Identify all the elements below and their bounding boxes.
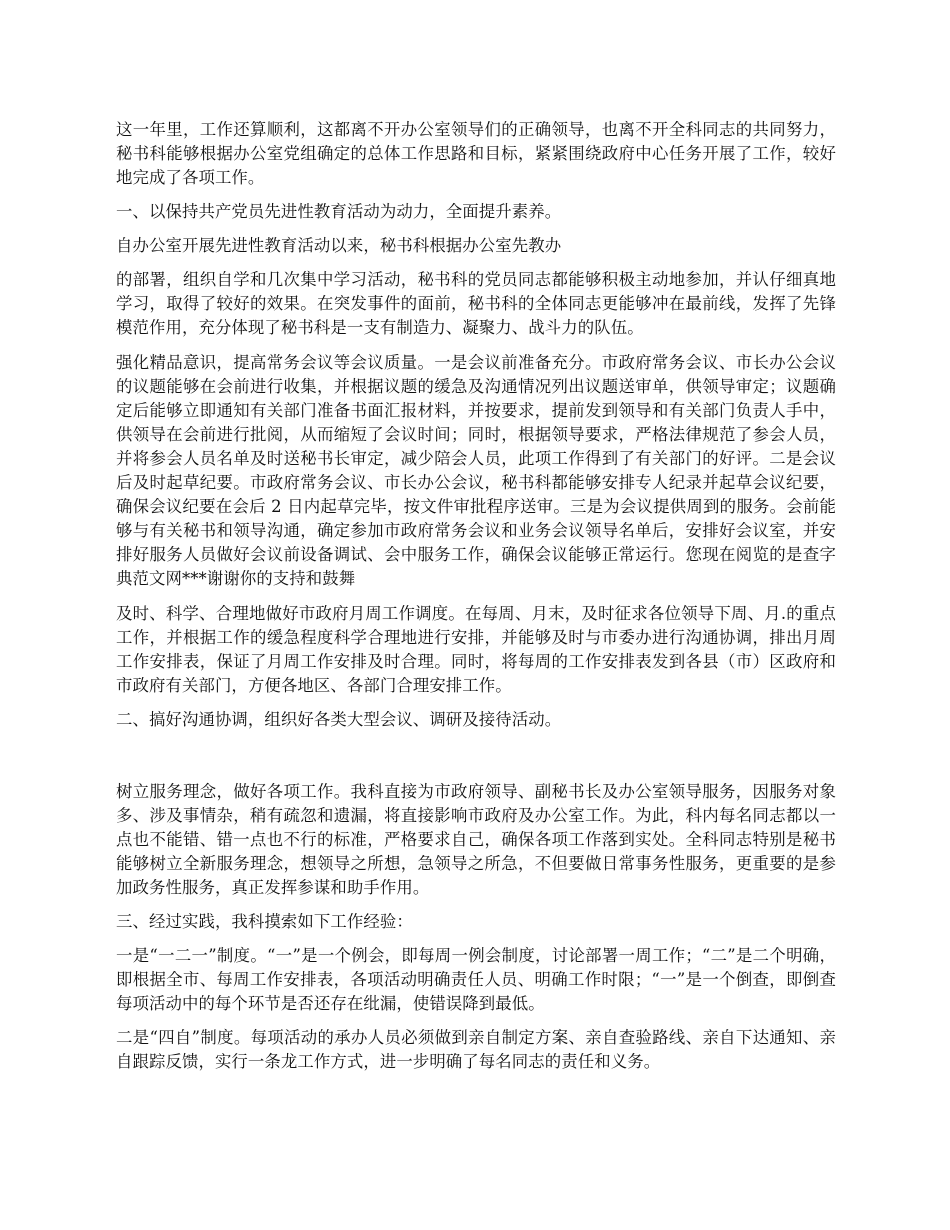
paragraph-meeting-quality: 强化精品意识，提高常务会议等会议质量。一是会议前准备充分。市政府常务会议、市长办公会议的议题能够在会前进行收集，并根据议题的缓急及沟通情况列出议题送审单，供领导审定；议题确定后能够立即通知有关部门准备书面汇报材料，并按要求，提前发到领导和有关部门负责人手中，供领导在会前进行批阅，从而缩短了会议时间；同时，根据领导要求，严格法律规范了参会人员，并将参会人员名单及时送秘书长审定，减少陪会人员，此项工作得到了有关部门的好评。二是会议后及时起草纪要。市政府常务会议、市长办公会议，秘书科都能够安排专人纪录并起草会议纪要，确保会议纪要在会后 2 日内起草完毕，按文件审批程序送审。三是为会议提供周到的服务。会前能够与有关秘书和领导沟通，确定参加市政府常务会议和业务会议领导名单后，安排好会议室，并安排好服务人员做好会议前设备调试、会中服务工作，确保会议能够正常运行。您现在阅览的是查字典范文网***谢谢你的支持和鼓舞	[116, 353, 836, 588]
paragraph-four-self-system: 二是“四自”制度。每项活动的承办人员必须做到亲自制定方案、亲自查验路线、亲自下达通知、亲自跟踪反馈，实行一条龙工作方式，进一步明确了每名同志的责任和义务。	[116, 1028, 836, 1071]
paragraph-education-start: 自办公室开展先进性教育活动以来，秘书科根据办公室先教办	[116, 236, 562, 255]
blank-gap	[116, 742, 836, 780]
section-heading-2: 二、搞好沟通协调，组织好各类大型会议、调研及接待活动。	[116, 710, 562, 729]
paragraph-121-system: 一是“一二一”制度。“一”是一个例会，即每周一例会制度，讨论部署一周工作；“二”是二个明确，即根据全市、每周工作安排表，各项活动明确责任人员、明确工作时限；“一”是一个倒查，即倒查每项活动中的每个环节是否还存在纰漏，使错误降到最低。	[116, 946, 836, 1013]
paragraph-weekly-schedule: 及时、科学、合理地做好市政府月周工作调度。在每周、月末，及时征求各位领导下周、月.的重点工作，并根据工作的缓急程度科学合理地进行安排，并能够及时与市委办进行沟通协调，排出月周工作安排表，保证了月周工作安排及时合理。同时，将每周的工作安排表发到各县（市）区政府和市政府有关部门，方便各地区、各部门合理安排工作。	[116, 604, 836, 695]
document-page	[116, 118, 836, 1084]
paragraph-education-cont: 的部署，组织自学和几次集中学习活动，秘书科的党员同志都能够积极主动地参加，并认仔细真地学习，取得了较好的效果。在突发事件的面前，秘书科的全体同志更能够冲在最前线，发挥了先锋模范作用，充分体现了秘书科是一支有制造力、凝聚力、战斗力的队伍。	[116, 270, 836, 337]
paragraph-service: 树立服务理念，做好各项工作。我科直接为市政府领导、副秘书长及办公室领导服务，因服务对象多、涉及事情杂，稍有疏忽和遗漏，将直接影响市政府及办公室工作。为此，科内每名同志都以一点也不能错、错一点也不行的标准，严格要求自己，确保各项工作落到实处。全科同志特别是秘书能够树立全新服务理念，想领导之所想，急领导之所急，不但要做日常事务性服务，更重要的是参加政务性服务，真正发挥参谋和助手作用。	[116, 782, 836, 897]
section-heading-1: 一、以保持共产党员先进性教育活动为动力，全面提升素养。	[116, 202, 562, 221]
section-heading-3: 三、经过实践，我科摸索如下工作经验：	[116, 912, 413, 931]
paragraph-intro: 这一年里，工作还算顺利，这都离不开办公室领导们的正确领导，也离不开全科同志的共同努力，秘书科能够根据办公室党组确定的总体工作思路和目标，紧紧围绕政府中心任务开展了工作，较好地完成了各项工作。	[116, 120, 836, 187]
